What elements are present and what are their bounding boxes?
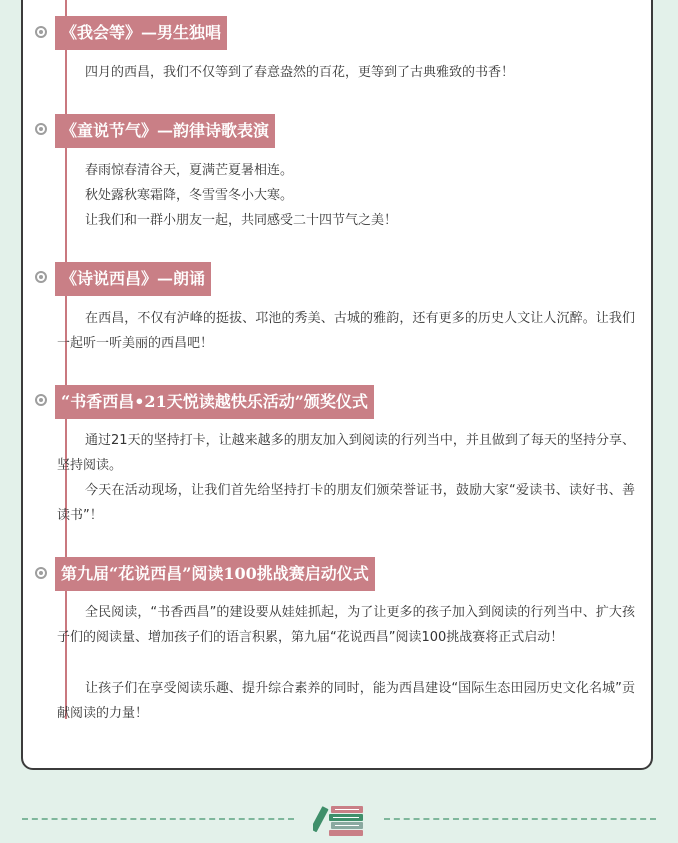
section-paragraph: 全民阅读，“书香西昌”的建设要从娃娃抓起，为了让更多的孩子加入到阅读的行列当中、扩大孩子们的阅读量、增加孩子们的语言积累，第九届“花说西昌”阅读100挑战赛将正式启动！ <box>57 605 635 645</box>
section-paragraph: 让孩子们在享受阅读乐趣、提升综合素养的同时，能为西昌建设“国际生态田园历史文化名城”贡献阅读的力量！ <box>57 681 635 721</box>
dashed-divider-left <box>22 818 294 820</box>
section-title: “书香西昌•21天悦读越快乐活动”颁奖仪式 <box>55 385 374 419</box>
timeline-dot <box>35 271 47 283</box>
timeline-dot <box>35 123 47 135</box>
section-paragraph: 四月的西昌，我们不仅等到了春意盎然的百花，更等到了古典雅致的书香！ <box>85 65 515 80</box>
section-paragraph: 通过21天的坚持打卡，让越来越多的朋友加入到阅读的行列当中，并且做到了每天的坚持分享、坚持阅读。 <box>57 433 635 473</box>
dashed-divider-right <box>384 818 656 820</box>
section-paragraph: 在西昌，不仅有泸峰的挺拔、邛池的秀美、古城的雅韵，还有更多的历史人文让人沉醉。让我们一起听一听美丽的西昌吧！ <box>57 311 635 351</box>
section-paragraph: 今天在活动现场，让我们首先给坚持打卡的朋友们颁荣誉证书，鼓励大家“爱读书、读好书、善读书”！ <box>57 483 635 523</box>
books-icon <box>313 798 365 838</box>
section-title: 第九届“花说西昌”阅读100挑战赛启动仪式 <box>55 557 375 591</box>
poem-line: 秋处露秋寒霜降，冬雪雪冬小大寒。 <box>85 188 294 203</box>
section-title: 《童说节气》—韵律诗歌表演 <box>55 114 275 148</box>
timeline-dot <box>35 26 47 38</box>
poem-line: 让我们和一群小朋友一起，共同感受二十四节气之美！ <box>85 213 398 228</box>
timeline-dot <box>35 394 47 406</box>
timeline-dot <box>35 567 47 579</box>
section-title: 《诗说西昌》—朗诵 <box>55 262 211 296</box>
poem-line: 春雨惊春清谷天，夏满芒夏暑相连。 <box>85 163 294 178</box>
section-title: 《我会等》—男生独唱 <box>55 16 227 50</box>
